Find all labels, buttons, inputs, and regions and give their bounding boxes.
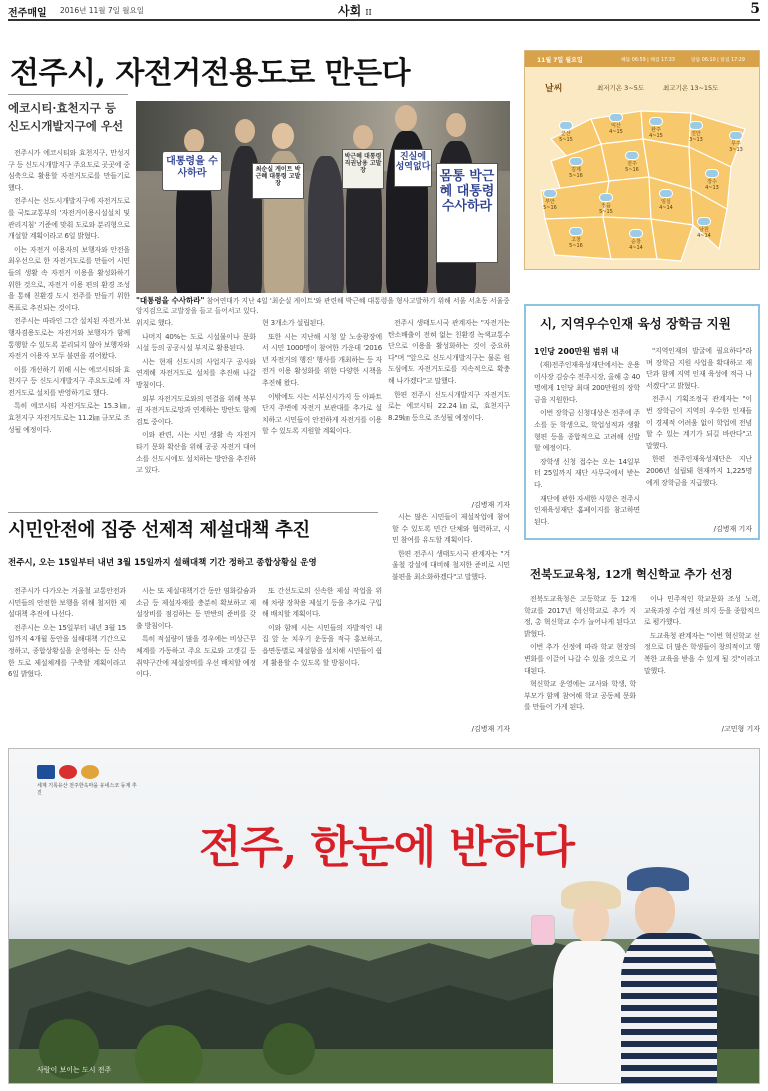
- woman-face: [573, 899, 609, 943]
- protester-head: [272, 123, 294, 149]
- lead-headline: 전주시, 자전거전용도로 만든다: [10, 56, 411, 91]
- scholarship-column-1: [534, 360, 640, 536]
- safety-headline: 시민안전에 집중 선제적 제설대책 추진: [8, 520, 310, 541]
- lead-paragraph: 나머지 40%는 도로 시설물이나 문화시설 등의 공공시설 부지로 활용된다.: [136, 332, 256, 353]
- photo-caption-title: "대통령을 수사하라": [136, 296, 205, 305]
- edu-headline: 전북도교육청, 12개 혁신학교 추가 선정: [530, 567, 733, 581]
- cloud-icon: [705, 169, 719, 178]
- city-weather: 부안 5~16: [539, 189, 561, 211]
- lead-paragraph: 특히 에코시티 자전거도로는 15.3㎞, 효천지구 자전거도로는 11.2㎞ 규모로 조성될 예정이다.: [8, 402, 130, 434]
- section-divider: [8, 512, 378, 513]
- city-weather: 군산 5~15: [555, 121, 577, 143]
- edu-byline: /고민형 기자: [721, 725, 760, 733]
- protest-sign: 최순실 게이트 박근혜 대통령 고발장: [252, 163, 304, 199]
- cloud-icon: [729, 131, 743, 140]
- scholarship-paragraph: (재)전주인재육성재단에서는 운용이사장 김승수 전주시장, 올해 총 40명에게 1인당 최대 200만원의 장학금을 지원한다.: [534, 361, 640, 404]
- lead-subhead: 에코시티·효천지구 등 신도시개발지구에 우선: [8, 101, 124, 133]
- section-title: 사회 II: [338, 4, 372, 18]
- scholarship-paragraph: "지역인재의 발굴에 필요하다"라며 장학금 지원 사업을 확대하고 재단과 함께 지역 인재 육성에 적극 나서겠다"고 밝혔다.: [646, 347, 752, 390]
- protester: [308, 156, 344, 293]
- lead-paragraph: 이와 관련, 시는 시민 생활 속 자전거 타기 문화 확산을 위해 공공 자전거 대여소를 신도시에도 설치하는 방안을 추진하고 있다.: [136, 431, 256, 475]
- map-region: [651, 219, 693, 261]
- protester-head: [446, 113, 466, 137]
- cloud-icon: [569, 227, 583, 236]
- moon-times: 달뜸 06:10 | 달짐 17:29: [691, 58, 745, 63]
- safety-paragraph: 한편 전주시 생태도시국 관계자는 "겨울철 강설에 대비해 철저한 준비로 시민 불편을 최소화하겠다"고 말했다.: [392, 549, 510, 581]
- safety-paragraph: 전주시는 오는 15일부터 내년 3월 15일까지 4개월 동안을 설해대책 기간으로 정하고, 종합상황실을 운영하는 등 신속한 도로 제설체계를 구축할 계획이라고 6일 밝혔다.: [8, 623, 126, 679]
- protester-head: [353, 125, 373, 149]
- lead-paragraph: 시는 현재 신도시의 사업지구 공사와 연계해 자전거도로 설치를 추진해 나갈 방침이다.: [136, 357, 256, 389]
- lead-byline: /김병재 기자: [471, 501, 510, 509]
- cloud-icon: [559, 121, 573, 130]
- cloud-icon: [543, 189, 557, 198]
- cloud-icon: [625, 151, 639, 160]
- header-rule: [8, 19, 760, 21]
- protester-head: [235, 119, 255, 143]
- protest-sign: 박근혜 대통령 직권남용 고발장: [342, 149, 384, 189]
- scholarship-subhead: 1인당 200만원 범위 내: [534, 347, 619, 356]
- city-weather: 익산 4~15: [605, 113, 627, 135]
- safety-paragraph: 시는 또 제설대책기간 동안 염화칼슘과 소금 등 제설자재를 충분히 확보하고 제설장비를 점검하는 등 만반의 준비를 갖출 방침이다.: [136, 587, 256, 630]
- lead-column-4: [388, 318, 510, 498]
- cloud-icon: [649, 117, 663, 126]
- safety-column-2: [136, 586, 256, 734]
- cloud-icon: [599, 193, 613, 202]
- lead-column-1: [8, 148, 130, 548]
- weather-date: 11월 7일 월요일: [537, 57, 583, 64]
- city-weather: 정읍 5~15: [595, 193, 617, 215]
- photo-caption: [136, 296, 510, 316]
- safety-paragraph: 특히 적설량이 많을 경우에는 비상근무체계를 가동하고 주요 도로와 고갯길 등 취약구간에 제설장비를 우선 배치할 예정이다.: [136, 635, 256, 679]
- edu-paragraph: 이나 민주적인 학교문화 조성 노력, 교육과정 수업 개선 의지 등을 종합적으로 평가했다.: [644, 595, 760, 627]
- man-face: [635, 887, 675, 935]
- tourism-ad: [8, 748, 760, 1084]
- weather-label: 날씨: [545, 84, 563, 94]
- min-temp: 최저기온 3~5도: [597, 84, 645, 92]
- safety-subhead: 전주시, 오는 15일부터 내년 3월 15일까지 설해대책 기간 정하고 종합상황실 운영: [8, 558, 317, 568]
- lead-paragraph: 전주시는 신도시개발지구에 자전거도로를 국토교통부의 '자전거이용시설설치 및 관리지침' 기준에 맞춰 도로와 분리형으로 개설할 계획이라고 6일 밝혔다.: [8, 197, 130, 241]
- city-weather: 순창 4~14: [625, 229, 647, 251]
- heritage-logo-icon: [81, 765, 99, 779]
- weather-topbar: [525, 51, 759, 67]
- city-weather: 완주 4~15: [645, 117, 667, 139]
- cloud-icon: [609, 113, 623, 122]
- ad-slogan: 전주, 한눈에 반하다: [199, 822, 574, 873]
- cloud-icon: [659, 189, 673, 198]
- cloud-icon: [569, 157, 583, 166]
- lead-paragraph: 전주시는 따라인 그간 설치된 자전거·보행자겸용도로는 자전거와 보행자가 함께 통행할 수 있도록 분리되지 않아 보행자와 자전거 이용자 모두 불편을 겪어왔다.: [8, 317, 130, 361]
- safety-column-3: [262, 586, 382, 734]
- protest-sign: 대통령을 수사하라: [162, 151, 222, 191]
- scholarship-paragraph: 장학생 신청 접수는 오는 14일부터 25일까지 재단 사무국에서 받는다.: [534, 457, 640, 489]
- city-weather: 진안 3~13: [685, 121, 707, 143]
- scholarship-headline: 시, 지역우수인재 육성 장학금 지원: [540, 316, 731, 331]
- sun-times: 해뜸 06:59 | 해짐 17:33: [621, 58, 675, 63]
- ad-logo-group: [37, 763, 147, 807]
- weather-box: [524, 50, 760, 270]
- safety-column-4: [392, 512, 510, 722]
- edu-paragraph: 전북도교육청은 고등학교 등 12개 학교를 2017년 혁신학교로 추가 지정, 총 혁신학교 수가 늘어나게 된다고 밝혔다.: [524, 595, 636, 638]
- ad-logo-text: 세계 기록유산 전주한옥마을 유네스코 등재 추진: [37, 783, 137, 796]
- cloud-icon: [689, 121, 703, 130]
- lead-paragraph: 이를 개선하기 위해 시는 에코시티와 효천지구 등 신도시개발지구 주요도로에 자전거도로 설치를 반영하기로 했다.: [8, 365, 130, 397]
- cloud-icon: [697, 217, 711, 226]
- lead-paragraph: 또한 시는 지난해 시청 앞 노송광장에서 시민 1000명이 참여한 가운데 '2016년 자전거의 행진' 행사를 개최하는 등 자전거 이용 활성화를 위한 다양한 시책을 추진해 왔다.: [262, 332, 382, 387]
- scholarship-paragraph: 한편 전주인재육성재단은 지난 2006년 설립돼 현재까지 1,225명에게 장학금을 지급했다.: [646, 455, 752, 487]
- edu-column-1: [524, 594, 636, 734]
- city-weather: 임실 4~14: [655, 189, 677, 211]
- max-temp: 최고기온 13~15도: [663, 84, 719, 92]
- lead-subhead-rule: [8, 94, 128, 95]
- safety-paragraph: 시는 많은 시민들이 제설작업에 참여할 수 있도록 민간 단체와 협력하고, 시민 참여를 유도할 계획이다.: [392, 513, 510, 545]
- lead-paragraph: 외부 자전거도로와의 연결을 위해 북부권 자전거도로망과 연계하는 방안도 함께 검토 중이다.: [136, 394, 256, 426]
- lead-paragraph: 이는 자전거 이용자의 보행자와 안전을 최우선으로 한 자전거도로를 만들어 시민들의 생활 속 자전거 이용을 활성화하기 위한 것으로, 자전거 이용 편의 환경 조성을 통해 친환경 도시 전주를 만들기 위한 목표로 추진되는 것이다.: [8, 245, 130, 312]
- lead-paragraph: 한편 전주시 신도시개발지구 자전거도로는 에코시티 22.24㎞로, 효천지구 8.29㎞ 등으로 조성될 예정이다.: [388, 390, 510, 422]
- scholarship-byline: /김병재 기자: [713, 525, 752, 533]
- scholarship-paragraph: 이번 장학금 신청대상은 전주에 주소를 둔 학생으로, 학업성적과 생활 형편 등을 종합적으로 고려해 선발할 예정이다.: [534, 409, 640, 453]
- city-weather: 남원 4~14: [693, 217, 715, 239]
- photo-caption-text: 참여연대가 지난 4일 '최순실 게이트'와 관련해 박근혜 대통령을 형사고발하기 위해 서울 서초동 서울중앙지검으로 고발장을 들고 들어서고 있다.: [136, 297, 510, 315]
- safety-paragraph: 이와 함께 시는 시민들의 자발적인 내 집 앞 눈 치우기 운동을 적극 홍보하고, 읍면동별로 제설함을 설치해 시민들이 쉽게 활용할 수 있도록 할 방침이다.: [262, 623, 382, 667]
- lead-paragraph: 위지로 했다.: [136, 319, 173, 327]
- edu-paragraph: 이번 추가 선정에 따라 학교 현장의 변화를 이끌어 나갈 수 있을 것으로 기대된다.: [524, 643, 636, 675]
- safety-paragraph: 전주시가 다가오는 겨울철 교통안전과 시민들의 안전한 보행을 위해 철저한 제설대책 추진에 나선다.: [8, 587, 126, 619]
- protest-sign: 몸통 박근혜 대통령 수사하라: [436, 163, 498, 263]
- lead-paragraph: 전주시가 에코시티와 효천지구, 만성지구 등 신도시개발지구 주요도로 곳곳에 중심축으로 활용할 자전거도로를 만들기로 했다.: [8, 149, 130, 192]
- couple-photo: [501, 849, 741, 1084]
- protest-photo: [136, 101, 510, 293]
- paper-name: 전주매일: [8, 8, 47, 19]
- smartphone: [531, 915, 555, 945]
- edu-paragraph: 도교육청 관계자는 "이번 혁신학교 선정으로 더 많은 학생들이 창의적이고 행복한 교육을 받을 수 있게 될 것"이라고 말했다.: [644, 631, 760, 675]
- lead-paragraph: 전주시 생태도시국 관계자는 "자전거는 탄소배출이 전혀 없는 친환경 녹색교통수단으로 이용을 활성화하는 것이 중요하다"며 "앞으로 신도시개발지구는 물론 원도심에도 자전거도로를 지속적으로 확충해 나가겠다"고 말했다.: [388, 319, 510, 385]
- city-weather: 장수 4~13: [701, 169, 723, 191]
- korea-logo-icon: [59, 765, 77, 779]
- lead-paragraph: 이밖에도 시는 서부신시가지 등 아파트 단지 주변에 자전거 보관대를 추가로 설치하고 시민들이 안전하게 자전거를 이용할 수 있도록 지원할 계획이다.: [262, 392, 382, 436]
- city-weather: 김제 5~16: [565, 157, 587, 179]
- protester-head: [184, 129, 204, 153]
- safety-column-1: [8, 586, 126, 734]
- city-weather: 전주 5~16: [621, 151, 643, 173]
- lead-column-2: [136, 318, 256, 510]
- lead-column-3: [262, 318, 382, 510]
- safety-paragraph: 또 간선도로의 신속한 제설 작업을 위해 차량 장착용 제설기 등을 추가로 구입해 배치할 계획이다.: [262, 587, 382, 619]
- protester-head: [395, 105, 417, 131]
- page-number: 5: [750, 1, 760, 17]
- edu-paragraph: 혁신학교 운영에는 교사와 학생, 학부모가 함께 참여해 학교 공동체 문화를 만들어 가게 된다.: [524, 680, 636, 712]
- edu-column-2: [644, 594, 760, 722]
- cloud-icon: [629, 229, 643, 238]
- unesco-logo-icon: [37, 765, 55, 779]
- city-weather: 고창 5~16: [565, 227, 587, 249]
- scholarship-column-2: [646, 346, 752, 516]
- scholarship-box: [524, 304, 760, 540]
- ad-caption: 사람이 보이는 도시 전주: [37, 1066, 112, 1074]
- protest-sign: 진실에 성역없다: [394, 149, 432, 187]
- lead-paragraph: 현 3개소가 설립된다.: [262, 319, 325, 327]
- scholarship-paragraph: 전주시 기획조정국 관계자는 "이번 장학금이 지역의 우수한 인재들이 경제적 어려움 없이 학업에 전념할 수 있는 계기가 되길 바란다"고 말했다.: [646, 395, 752, 450]
- man-body: [621, 933, 717, 1084]
- scholarship-paragraph: 재단에 관한 자세한 사항은 전주시 인재육성재단 홈페이지를 참고하면 된다.: [534, 494, 640, 526]
- safety-byline: /김병재 기자: [471, 725, 510, 733]
- header-date: 2016년 11월 7일 월요일: [60, 6, 145, 15]
- page-header: [8, 0, 760, 20]
- city-weather: 무주 3~13: [725, 131, 747, 153]
